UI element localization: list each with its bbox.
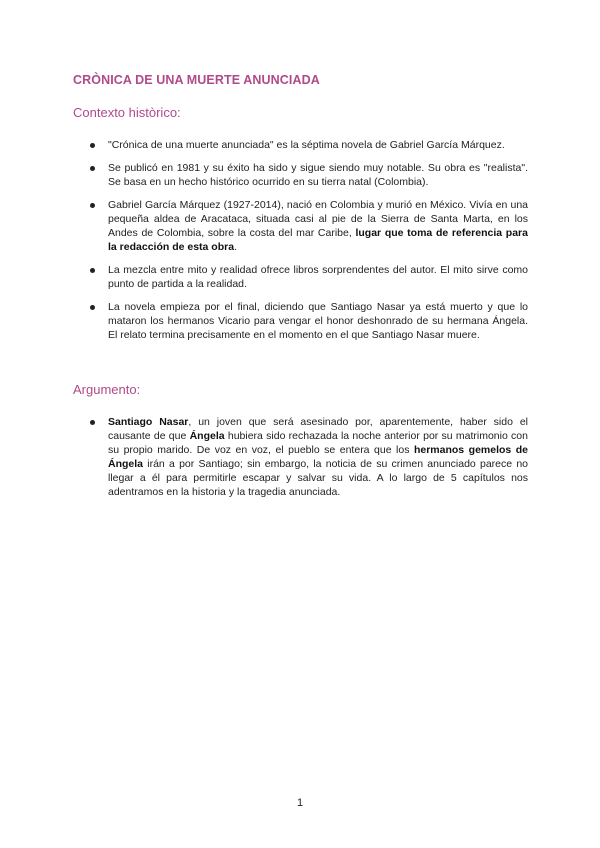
character-name-santiago: Santiago Nasar — [108, 416, 189, 428]
contexto-bullet-list — [90, 138, 528, 351]
character-name-hermanos: hermanos gemelos de Ángela — [108, 444, 528, 470]
list-item-text: irán a por Santiago; sin embargo, la noticia de su crimen anunciado parece no llegar a él para permitirle escapar y salvar su vida. A lo largo de 5 capítulos nos adentramos en la historia y la tragedia anunciada. — [108, 458, 528, 498]
argumento-bullet-list — [90, 415, 528, 508]
page-number: 1 — [296, 797, 304, 809]
list-item — [90, 198, 528, 254]
list-item-text: hubiera sido rechazada la noche anterior por su matrimonio con su propio marido. De voz en voz, el pueblo se entera que los — [108, 430, 528, 456]
bullet-icon — [90, 203, 95, 208]
list-item-text: La novela empieza por el final, diciendo que Santiago Nasar ya está muerto y que lo mataron los hermanos Vicario para vengar el honor deshonrado de su hermana Ángela. El relato termina precisamente en el momento en el que Santiago Nasar muere. — [108, 301, 528, 341]
list-item — [90, 263, 528, 291]
list-item-text: "Crónica de una muerte anunciada" es la séptima novela de Gabriel García Márquez. — [108, 139, 505, 151]
list-item — [90, 415, 528, 499]
list-item — [90, 161, 528, 189]
bullet-icon — [90, 305, 95, 310]
bullet-icon — [90, 143, 95, 148]
section-heading-argumento: Argumento: — [73, 382, 141, 397]
bullet-icon — [90, 420, 95, 425]
list-item — [90, 138, 528, 152]
list-item-text: , un joven que será asesinado por, aparentemente, haber sido el causante de que — [108, 416, 528, 442]
list-item-text: Se publicó en 1981 y su éxito ha sido y sigue siendo muy notable. Su obra es "realista". Se basa en un hecho histórico ocurrido en su tierra natal (Colombia). — [108, 162, 528, 188]
list-item — [90, 300, 528, 342]
bullet-icon — [90, 268, 95, 273]
section-heading-contexto: Contexto històrico: — [73, 105, 181, 120]
list-item-text: Gabriel García Márquez (1927-2014), nació en Colombia y murió en México. Vivía en una pequeña aldea de Aracataca, situada casi al pie de la Sierra de Santa Marta, en los Andes de Colombia, sobre la costa del mar Caribe, — [108, 199, 528, 239]
list-item-text: La mezcla entre mito y realidad ofrece libros sorprendentes del autor. El mito sirve como punto de partida a la realidad. — [108, 264, 528, 290]
document-title: CRÒNICA DE UNA MUERTE ANUNCIADA — [73, 73, 320, 87]
list-item-bold-text: lugar que toma de referencia para la redacción de esta obra — [108, 227, 528, 253]
character-name-angela: Ángela — [189, 430, 225, 442]
list-item-text-end: . — [234, 241, 237, 253]
bullet-icon — [90, 166, 95, 171]
